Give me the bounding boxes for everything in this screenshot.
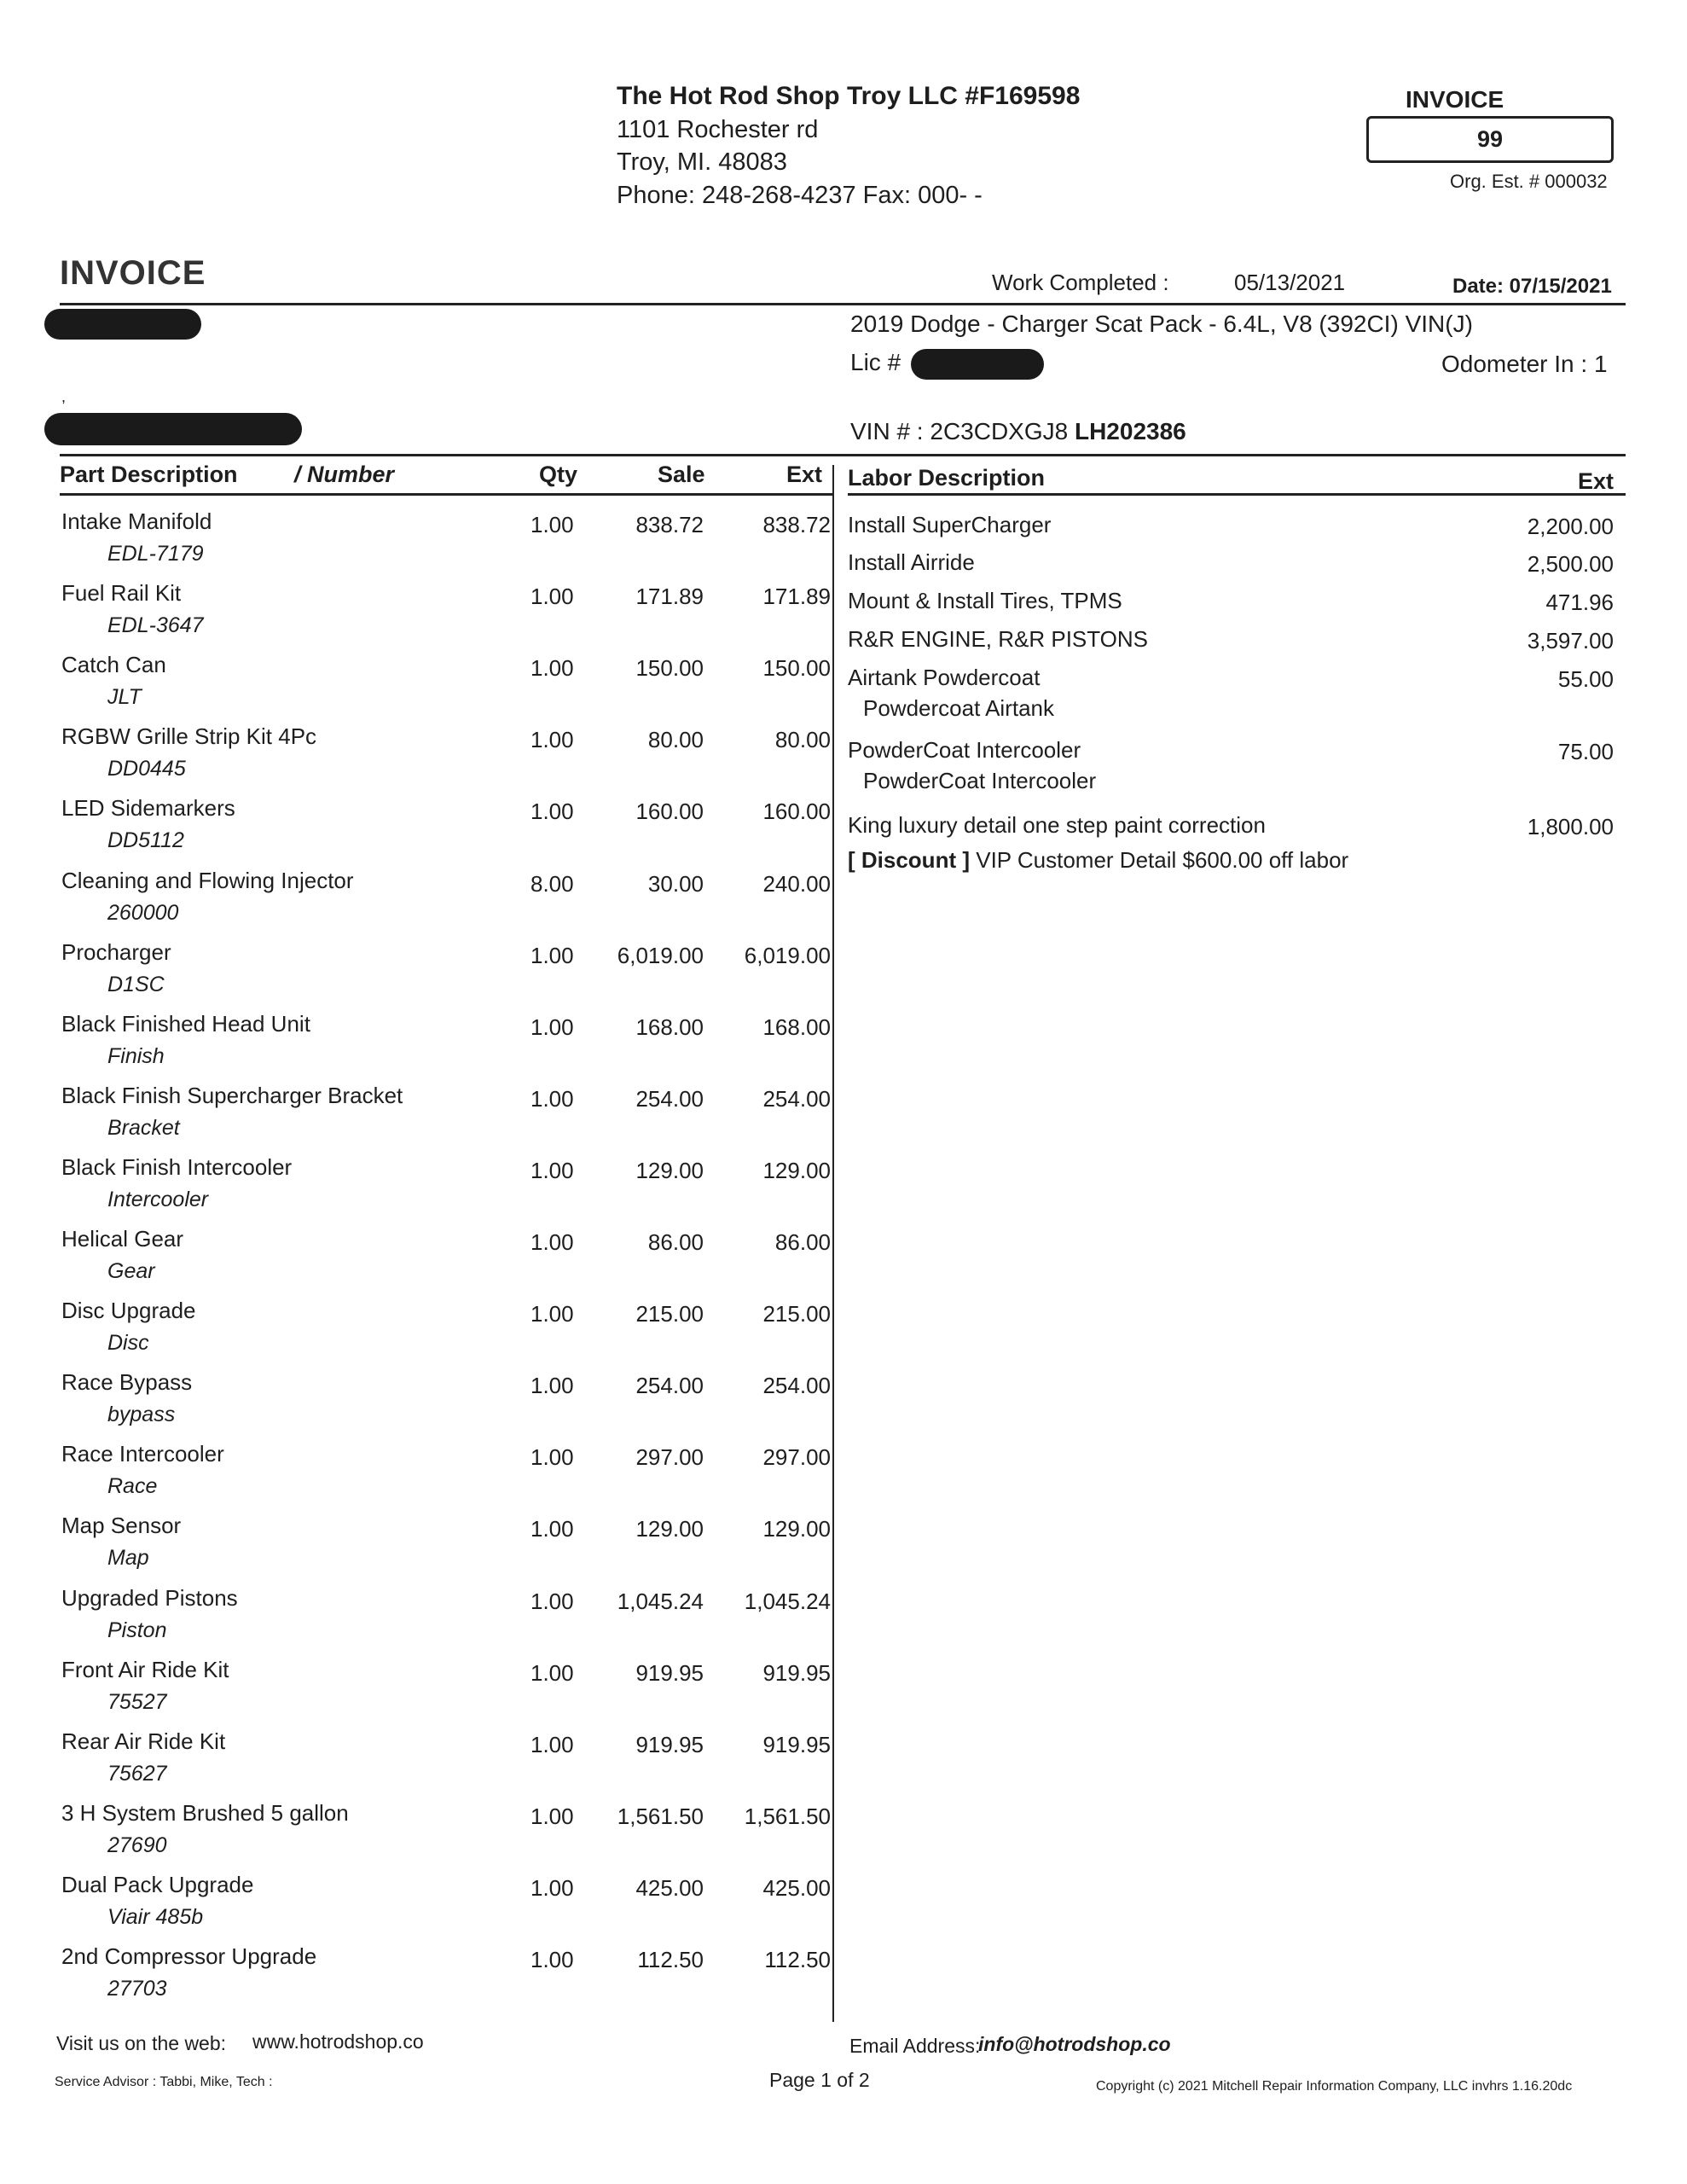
part-ext: 129.00 bbox=[762, 1516, 831, 1542]
part-qty: 1.00 bbox=[530, 1804, 574, 1829]
part-sale: 1,561.50 bbox=[617, 1804, 704, 1829]
discount-text bbox=[848, 847, 1348, 874]
labor-description: Mount & Install Tires, TPMS bbox=[848, 588, 1122, 613]
labor-ext: 75.00 bbox=[1557, 739, 1614, 764]
part-description: Black Finish Supercharger Bracket bbox=[61, 1083, 403, 1108]
labor-description: Airtank Powdercoat bbox=[848, 665, 1041, 690]
org-estimate: Org. Est. # 000032 bbox=[1450, 171, 1608, 192]
header-divider bbox=[60, 303, 1626, 305]
part-sale: 171.89 bbox=[635, 584, 704, 609]
part-number: Intercooler bbox=[107, 1188, 209, 1211]
part-description: Black Finished Head Unit bbox=[61, 1011, 310, 1037]
discount-description: VIP Customer Detail $600.00 off labor bbox=[970, 847, 1349, 873]
table-row bbox=[0, 939, 836, 1011]
part-ext: 425.00 bbox=[762, 1875, 831, 1901]
discount-tag: [ Discount ] bbox=[848, 847, 970, 873]
table-row bbox=[0, 1800, 836, 1872]
part-number: EDL-7179 bbox=[107, 542, 204, 566]
part-number: 75527 bbox=[107, 1690, 167, 1714]
email-link[interactable]: info@hotrodshop.co bbox=[978, 2033, 1171, 2055]
part-number: Bracket bbox=[107, 1116, 180, 1140]
part-qty: 1.00 bbox=[530, 1014, 574, 1040]
part-description: LED Sidemarkers bbox=[61, 795, 235, 821]
part-qty: 1.00 bbox=[530, 1589, 574, 1614]
part-number: Disc bbox=[107, 1331, 149, 1355]
part-sale: 919.95 bbox=[635, 1732, 704, 1757]
part-sale: 1,045.24 bbox=[617, 1589, 704, 1614]
part-qty: 1.00 bbox=[530, 512, 574, 537]
part-ext: 240.00 bbox=[762, 871, 831, 897]
labor-ext: 2,500.00 bbox=[1527, 551, 1614, 577]
table-row bbox=[0, 652, 836, 723]
part-sale: 215.00 bbox=[635, 1301, 704, 1327]
part-qty: 1.00 bbox=[530, 799, 574, 824]
parts-header-rule bbox=[60, 493, 832, 496]
part-description: Race Bypass bbox=[61, 1369, 193, 1395]
labor-description: Install Airride bbox=[848, 549, 975, 575]
invoice-number: 99 bbox=[1476, 126, 1504, 152]
labor-subdescription: Powdercoat Airtank bbox=[863, 695, 1055, 721]
part-number: 260000 bbox=[107, 901, 179, 925]
odometer-in: Odometer In : 1 bbox=[1441, 351, 1608, 377]
shop-address-line2: Troy, MI. 48083 bbox=[617, 148, 787, 176]
part-qty: 1.00 bbox=[530, 1947, 574, 1972]
page-title: INVOICE bbox=[60, 254, 206, 292]
shop-name: The Hot Rod Shop Troy LLC #F169598 bbox=[617, 82, 1081, 110]
part-number: Gear bbox=[107, 1259, 155, 1283]
email-label: Email Address: bbox=[849, 2035, 981, 2057]
part-ext: 254.00 bbox=[762, 1086, 831, 1112]
labor-subdescription: PowderCoat Intercooler bbox=[863, 768, 1097, 793]
table-row bbox=[0, 1154, 836, 1226]
part-description: Intake Manifold bbox=[61, 508, 212, 534]
work-completed-label: Work Completed : bbox=[992, 270, 1169, 295]
part-ext: 80.00 bbox=[774, 727, 831, 752]
table-row bbox=[0, 1011, 836, 1083]
part-qty: 1.00 bbox=[530, 1516, 574, 1542]
invoice-date: Date: 07/15/2021 bbox=[1452, 275, 1612, 298]
part-qty: 1.00 bbox=[530, 1373, 574, 1398]
part-sale: 129.00 bbox=[635, 1158, 704, 1183]
labor-description: PowderCoat Intercooler bbox=[848, 737, 1081, 763]
redacted-customer-name bbox=[44, 309, 201, 340]
part-ext: 297.00 bbox=[762, 1444, 831, 1470]
vin-label: VIN # : 2C3CDXGJ8 bbox=[850, 418, 1069, 444]
visit-label: Visit us on the web: bbox=[56, 2032, 227, 2054]
part-sale: 254.00 bbox=[635, 1086, 704, 1112]
part-number: 27690 bbox=[107, 1833, 167, 1857]
part-qty: 1.00 bbox=[530, 1301, 574, 1327]
vehicle-description: 2019 Dodge - Charger Scat Pack - 6.4L, V8 (392CI) VIN(J) bbox=[850, 311, 1473, 337]
part-description: Map Sensor bbox=[61, 1513, 182, 1538]
part-sale: 80.00 bbox=[647, 727, 704, 752]
table-row bbox=[0, 1872, 836, 1943]
col-ext: Ext bbox=[786, 462, 823, 487]
part-sale: 150.00 bbox=[635, 655, 704, 681]
part-qty: 1.00 bbox=[530, 943, 574, 968]
col-labor-description: Labor Description bbox=[848, 465, 1046, 491]
work-completed-date: 05/13/2021 bbox=[1234, 270, 1346, 295]
part-sale: 129.00 bbox=[635, 1516, 704, 1542]
col-part-description: Part Description bbox=[60, 462, 238, 487]
part-number: Viair 485b bbox=[107, 1905, 204, 1929]
part-ext: 168.00 bbox=[762, 1014, 831, 1040]
table-row bbox=[0, 580, 836, 652]
part-qty: 1.00 bbox=[530, 727, 574, 752]
part-sale: 112.50 bbox=[637, 1947, 704, 1972]
part-ext: 1,561.50 bbox=[744, 1804, 831, 1829]
website-link[interactable]: www.hotrodshop.co bbox=[252, 2030, 424, 2053]
part-number: 27703 bbox=[107, 1977, 167, 2001]
part-number: JLT bbox=[107, 685, 142, 709]
labor-ext: 1,800.00 bbox=[1527, 814, 1614, 839]
redacted-customer-address bbox=[44, 413, 302, 445]
part-ext: 160.00 bbox=[762, 799, 831, 824]
vin-suffix: LH202386 bbox=[1074, 418, 1186, 444]
part-sale: 919.95 bbox=[635, 1660, 704, 1686]
table-row bbox=[0, 1513, 836, 1584]
part-qty: 1.00 bbox=[530, 1875, 574, 1901]
invoice-number-box bbox=[1366, 116, 1614, 163]
part-number: DD0445 bbox=[107, 757, 186, 781]
part-description: Rear Air Ride Kit bbox=[61, 1728, 226, 1754]
col-part-number: / Number bbox=[294, 462, 395, 487]
part-sale: 838.72 bbox=[635, 512, 704, 537]
part-ext: 919.95 bbox=[762, 1660, 831, 1686]
page-indicator: Page 1 of 2 bbox=[769, 2069, 870, 2091]
part-ext: 129.00 bbox=[762, 1158, 831, 1183]
part-number: EDL-3647 bbox=[107, 613, 204, 637]
part-description: Catch Can bbox=[61, 652, 166, 677]
part-description: Disc Upgrade bbox=[61, 1298, 196, 1323]
part-number: DD5112 bbox=[107, 828, 184, 852]
part-sale: 30.00 bbox=[647, 871, 704, 897]
part-ext: 150.00 bbox=[762, 655, 831, 681]
part-description: Cleaning and Flowing Injector bbox=[61, 868, 354, 893]
part-ext: 171.89 bbox=[762, 584, 831, 609]
license-label: Lic # bbox=[850, 349, 901, 375]
part-description: 2nd Compressor Upgrade bbox=[61, 1943, 317, 1969]
part-description: Procharger bbox=[61, 939, 171, 965]
invoice-label: INVOICE bbox=[1406, 86, 1504, 113]
part-qty: 1.00 bbox=[530, 1660, 574, 1686]
part-ext: 215.00 bbox=[762, 1301, 831, 1327]
labor-description: R&R ENGINE, R&R PISTONS bbox=[848, 626, 1149, 652]
part-description: Front Air Ride Kit bbox=[61, 1657, 229, 1682]
part-description: Black Finish Intercooler bbox=[61, 1154, 293, 1180]
table-row bbox=[0, 1441, 836, 1513]
part-sale: 160.00 bbox=[635, 799, 704, 824]
table-row bbox=[0, 1369, 836, 1441]
part-sale: 425.00 bbox=[635, 1875, 704, 1901]
part-qty: 1.00 bbox=[530, 1732, 574, 1757]
part-number: bypass bbox=[107, 1403, 176, 1426]
labor-description: Install SuperCharger bbox=[848, 512, 1052, 537]
part-qty: 1.00 bbox=[530, 584, 574, 609]
part-sale: 86.00 bbox=[647, 1229, 704, 1255]
part-qty: 1.00 bbox=[530, 1086, 574, 1112]
part-number: 75627 bbox=[107, 1762, 167, 1786]
redacted-license-number bbox=[911, 349, 1044, 380]
table-row bbox=[0, 1083, 836, 1154]
part-description: Dual Pack Upgrade bbox=[61, 1872, 254, 1897]
copyright: Copyright (c) 2021 Mitchell Repair Information Company, LLC invhrs 1.16.20dc bbox=[1096, 2079, 1573, 2094]
col-qty: Qty bbox=[539, 462, 578, 487]
part-number: Piston bbox=[107, 1618, 167, 1642]
table-row bbox=[0, 795, 836, 867]
part-sale: 168.00 bbox=[635, 1014, 704, 1040]
part-sale: 254.00 bbox=[635, 1373, 704, 1398]
part-ext: 86.00 bbox=[774, 1229, 831, 1255]
labor-header-rule bbox=[848, 493, 1626, 496]
part-qty: 1.00 bbox=[530, 655, 574, 681]
comma-mark: , bbox=[61, 388, 67, 405]
part-number: Finish bbox=[107, 1044, 165, 1068]
table-row bbox=[0, 1728, 836, 1800]
labor-ext: 471.96 bbox=[1545, 590, 1614, 615]
part-description: RGBW Grille Strip Kit 4Pc bbox=[61, 723, 317, 749]
part-description: Fuel Rail Kit bbox=[61, 580, 182, 606]
table-row bbox=[0, 1657, 836, 1728]
part-qty: 1.00 bbox=[530, 1444, 574, 1470]
labor-ext: 3,597.00 bbox=[1527, 628, 1614, 653]
labor-ext: 2,200.00 bbox=[1527, 514, 1614, 539]
part-number: D1SC bbox=[107, 973, 165, 996]
part-ext: 254.00 bbox=[762, 1373, 831, 1398]
table-row bbox=[0, 508, 836, 580]
table-top-rule bbox=[60, 454, 1626, 456]
table-row bbox=[0, 723, 836, 795]
table-row bbox=[0, 868, 836, 939]
part-ext: 6,019.00 bbox=[744, 943, 831, 968]
part-ext: 1,045.24 bbox=[744, 1589, 831, 1614]
labor-description: King luxury detail one step paint correction bbox=[848, 812, 1266, 838]
part-qty: 8.00 bbox=[530, 871, 574, 897]
part-description: Race Intercooler bbox=[61, 1441, 224, 1467]
part-description: Upgraded Pistons bbox=[61, 1585, 238, 1611]
shop-address-line1: 1101 Rochester rd bbox=[617, 116, 819, 143]
part-qty: 1.00 bbox=[530, 1229, 574, 1255]
col-sale: Sale bbox=[658, 462, 705, 487]
part-description: Helical Gear bbox=[61, 1226, 184, 1252]
part-ext: 838.72 bbox=[762, 512, 831, 537]
part-ext: 919.95 bbox=[762, 1732, 831, 1757]
vin-number bbox=[850, 418, 1186, 445]
service-advisor: Service Advisor : Tabbi, Mike, Tech : bbox=[55, 2075, 273, 2089]
shop-phone-fax: Phone: 248-268-4237 Fax: 000- - bbox=[617, 182, 983, 209]
col-labor-ext: Ext bbox=[1578, 468, 1615, 494]
part-number: Race bbox=[107, 1474, 158, 1498]
table-row bbox=[0, 1298, 836, 1369]
part-ext: 112.50 bbox=[764, 1947, 831, 1972]
table-row bbox=[0, 1226, 836, 1298]
part-number: Map bbox=[107, 1546, 149, 1570]
part-sale: 6,019.00 bbox=[617, 943, 704, 968]
table-row bbox=[0, 1585, 836, 1657]
part-description: 3 H System Brushed 5 gallon bbox=[61, 1800, 349, 1826]
labor-ext: 55.00 bbox=[1557, 666, 1614, 692]
part-sale: 297.00 bbox=[635, 1444, 704, 1470]
table-row bbox=[0, 1943, 836, 2015]
part-qty: 1.00 bbox=[530, 1158, 574, 1183]
